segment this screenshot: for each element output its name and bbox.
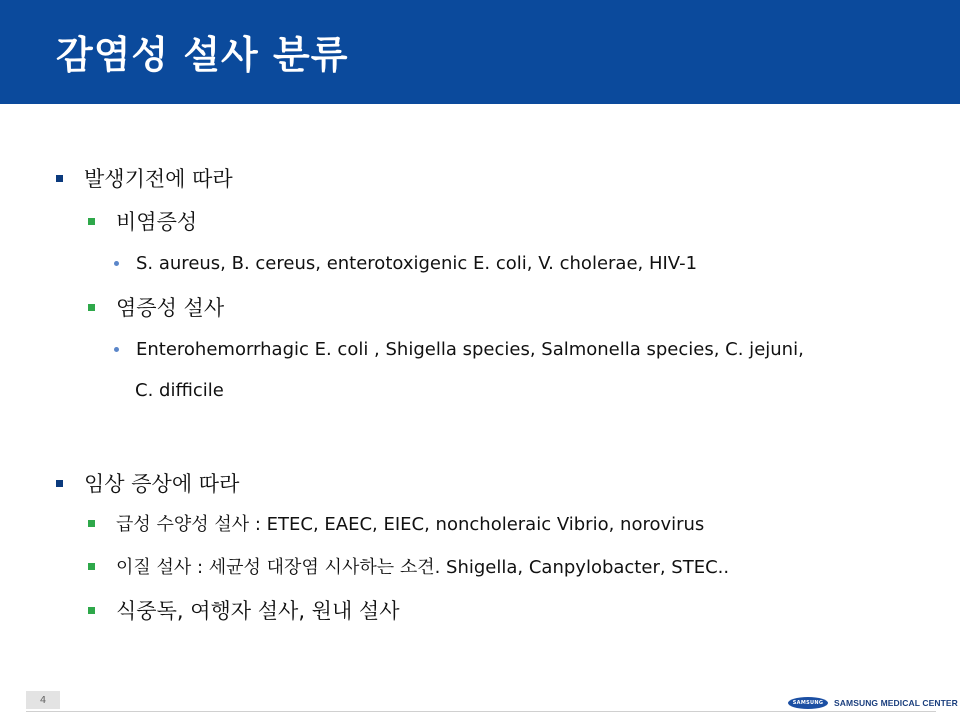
- slide-title: 감염성 설사 분류: [56, 33, 349, 77]
- item-acute-watery: [88, 510, 704, 536]
- group-inflammatory: [88, 292, 224, 322]
- brand-name: SAMSUNG MEDICAL CENTER: [834, 698, 958, 708]
- detail-inflammatory-continued: [135, 380, 224, 401]
- page-number: 4: [26, 691, 60, 709]
- detail-inflammatory: [114, 339, 804, 360]
- square-bullet-icon: [56, 175, 63, 182]
- item-other: [88, 595, 399, 625]
- item-text: 급성 수양성 설사 : ETEC, EAEC, EIEC, noncholeraic Vibrio, norovirus: [116, 514, 705, 535]
- dot-bullet-icon: [114, 261, 119, 266]
- square-bullet-icon: [88, 563, 95, 570]
- brand-mark: [788, 697, 958, 709]
- group-label: 비염증성: [116, 210, 198, 234]
- section-label: 발생기전에 따라: [84, 167, 233, 191]
- detail-text: C. difficile: [135, 380, 224, 401]
- footer-divider: [26, 711, 936, 712]
- square-bullet-icon: [88, 520, 95, 527]
- square-bullet-icon: [56, 480, 63, 487]
- section-label: 임상 증상에 따라: [84, 472, 240, 496]
- section-clinical: [56, 468, 239, 498]
- item-dysentery: [88, 553, 729, 579]
- dot-bullet-icon: [114, 347, 119, 352]
- square-bullet-icon: [88, 218, 95, 225]
- detail-text: S. aureus, B. cereus, enterotoxigenic E. coli, V. cholerae, HIV-1: [136, 253, 698, 274]
- group-noninflammatory: [88, 206, 197, 236]
- samsung-logo-icon: SAMSUNG: [788, 697, 828, 709]
- detail-noninflammatory: [114, 253, 697, 274]
- item-text: 식중독, 여행자 설사, 원내 설사: [116, 599, 400, 623]
- group-label: 염증성 설사: [116, 296, 225, 320]
- section-mechanism: [56, 163, 233, 193]
- item-text: 이질 설사 : 세균성 대장염 시사하는 소견. Shigella, Canpylobacter, STEC..: [116, 557, 730, 578]
- square-bullet-icon: [88, 607, 95, 614]
- detail-text: Enterohemorrhagic E. coli , Shigella species, Salmonella species, C. jejuni,: [136, 339, 804, 360]
- square-bullet-icon: [88, 304, 95, 311]
